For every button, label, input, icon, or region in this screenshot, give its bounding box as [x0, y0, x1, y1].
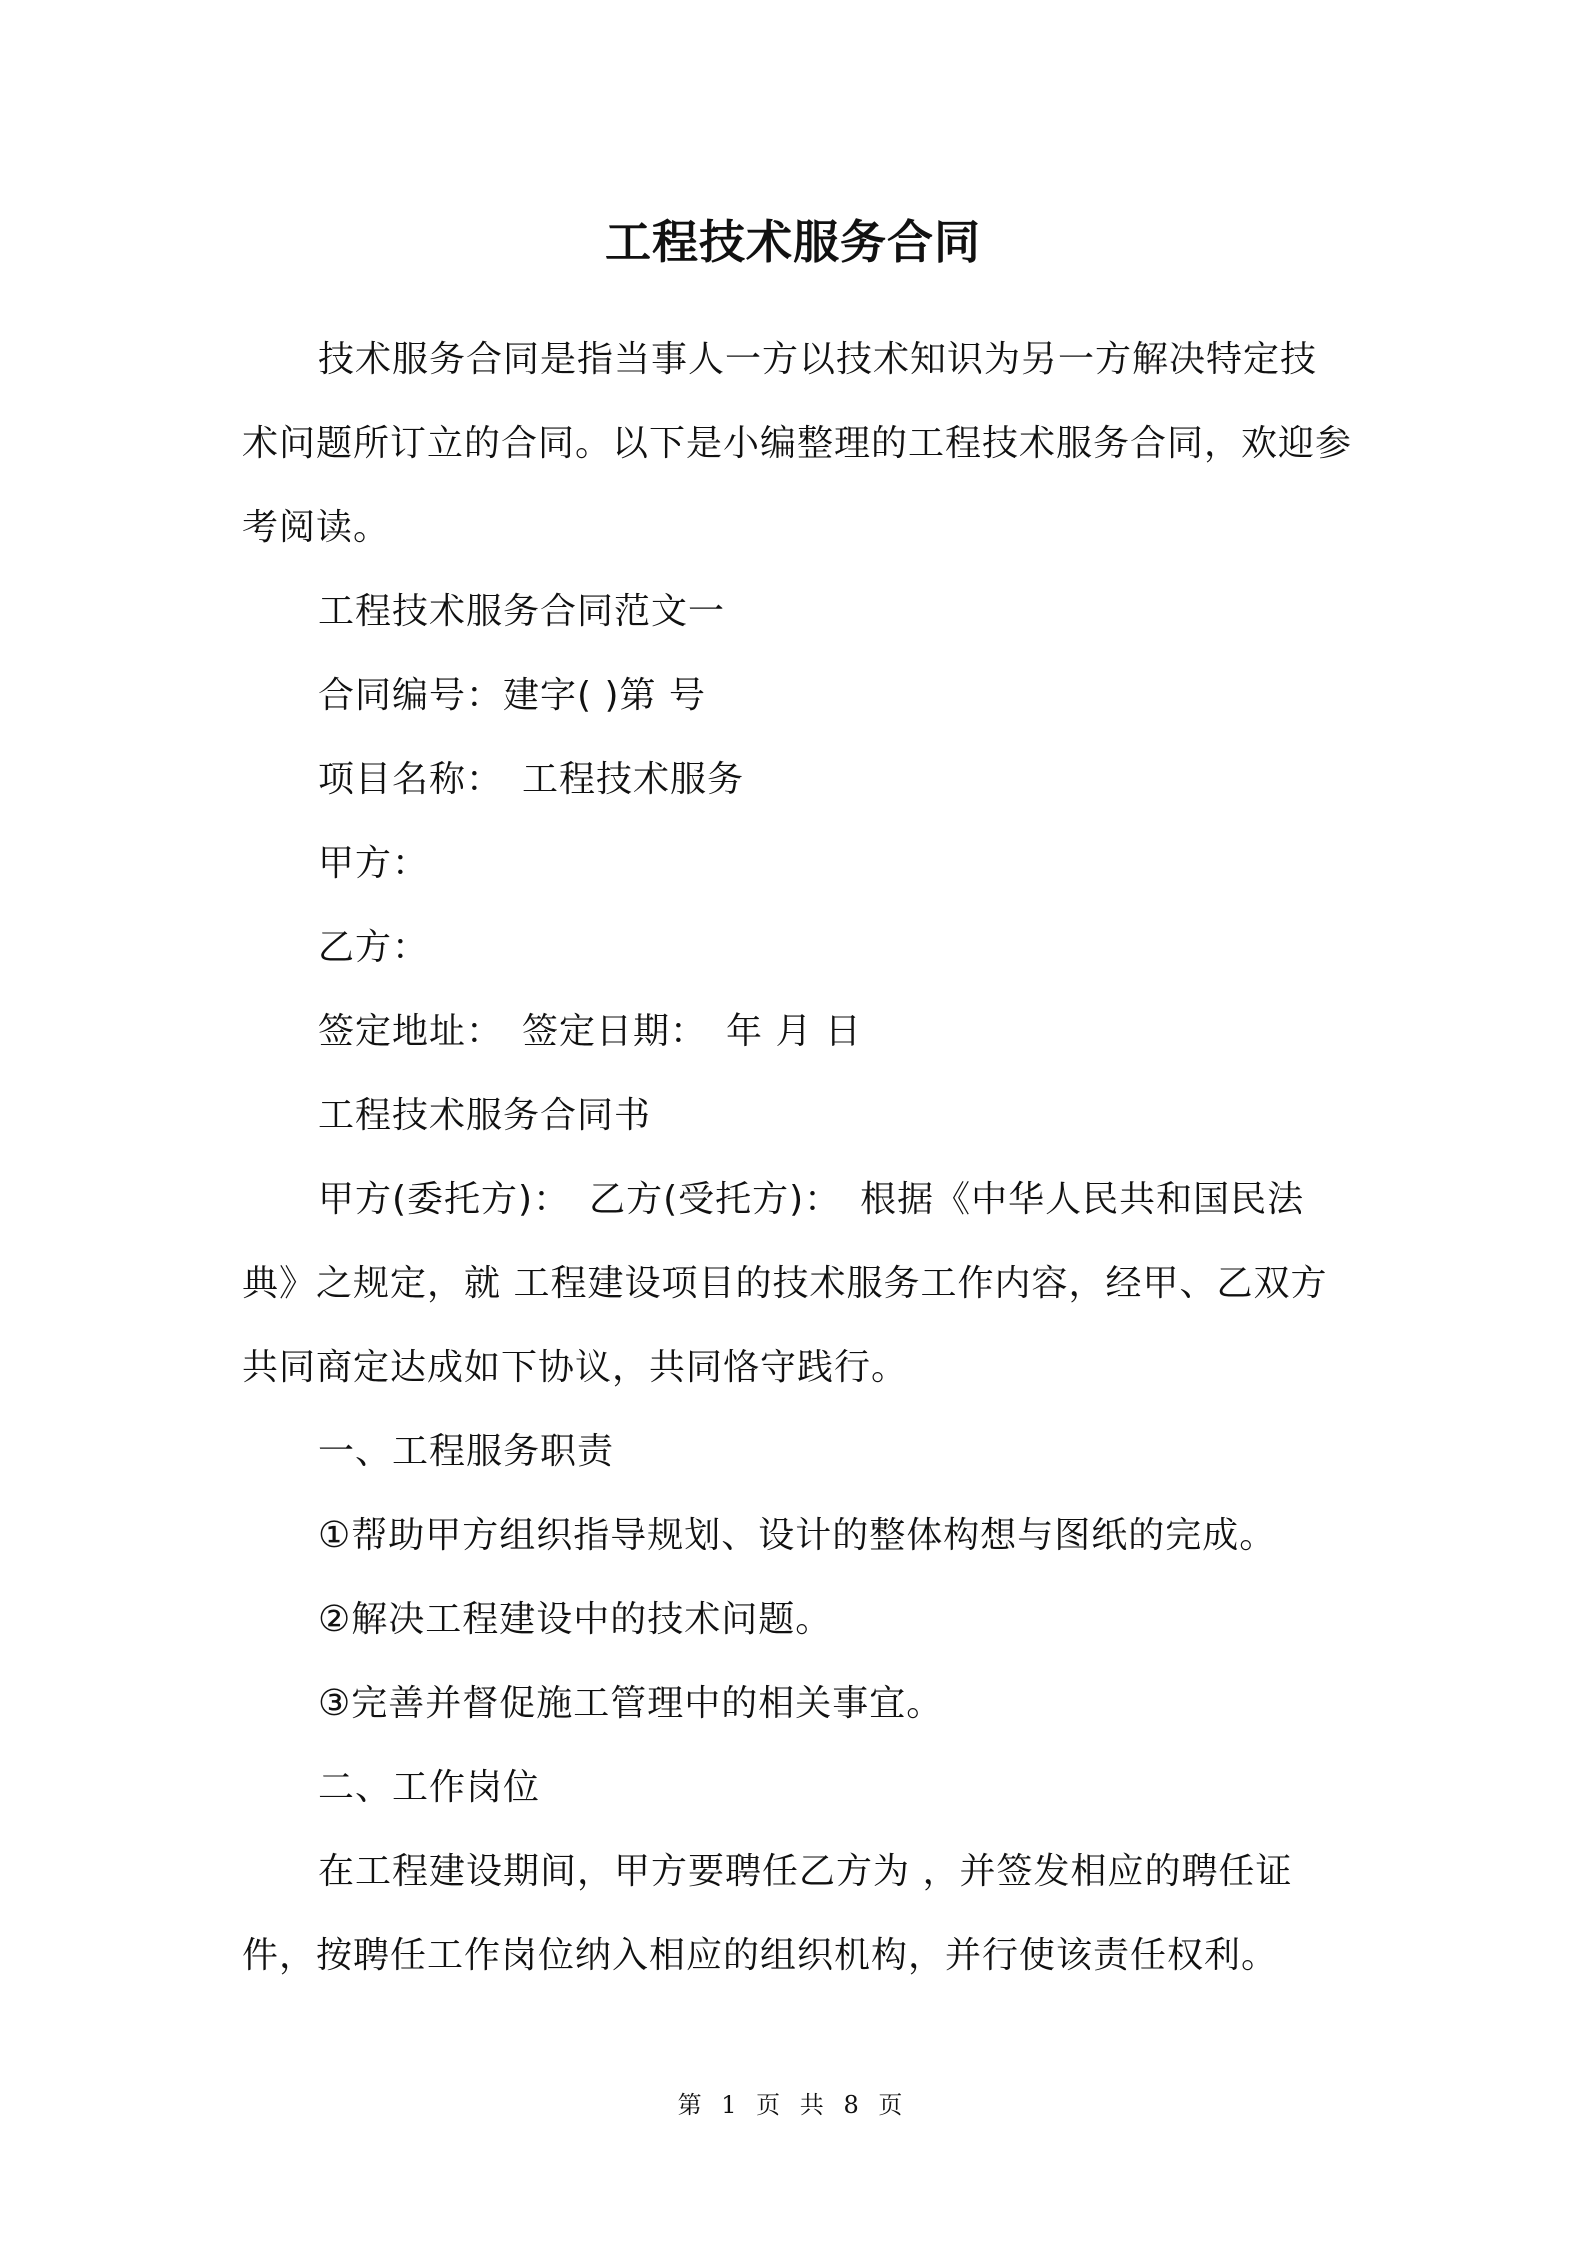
page-footer: 第 1 页 共 8 页	[677, 2091, 909, 2119]
section-heading-duties: 一、工程服务职责	[318, 1431, 615, 1472]
paragraph-contract-book: 工程技术服务合同书	[318, 1095, 652, 1136]
list-item-duty-2: ②解决工程建设中的技术问题。	[318, 1599, 833, 1640]
paragraph-contract-number: 合同编号：建字( )第 号	[318, 675, 706, 716]
paragraph-agreement: 甲方(委托方)： 乙方(受托方)： 根据《中华人民共和国民法典》之规定，就 工程建设项目的技术服务工作内容，经甲、乙双方共同商定达成如下协议，共同恪守践行。	[242, 1179, 1328, 1388]
document-title: 工程技术服务合同	[605, 215, 981, 269]
paragraph-project-name: 项目名称： 工程技术服务	[318, 759, 745, 800]
paragraph-intro: 技术服务合同是指当事人一方以技术知识为另一方解决特定技术问题所订立的合同。以下是小编整理的工程技术服务合同，欢迎参考阅读。	[242, 339, 1353, 548]
list-item-duty-3: ③完善并督促施工管理中的相关事宜。	[318, 1683, 944, 1724]
section-heading-positions: 二、工作岗位	[318, 1767, 541, 1808]
paragraph-party-a: 甲方：	[318, 843, 430, 884]
paragraph-sample-heading: 工程技术服务合同范文一	[318, 591, 726, 632]
paragraph-sign-info: 签定地址： 签定日期： 年 月 日	[318, 1011, 862, 1052]
document-body	[242, 318, 1352, 1998]
paragraph-party-b: 乙方：	[318, 927, 430, 968]
list-item-duty-1: ①帮助甲方组织指导规划、设计的整体构想与图纸的完成。	[318, 1515, 1277, 1556]
paragraph-positions: 在工程建设期间，甲方要聘任乙方为 ，并签发相应的聘任证件，按聘任工作岗位纳入相应的组织机构，并行使该责任权利。	[242, 1851, 1293, 1976]
